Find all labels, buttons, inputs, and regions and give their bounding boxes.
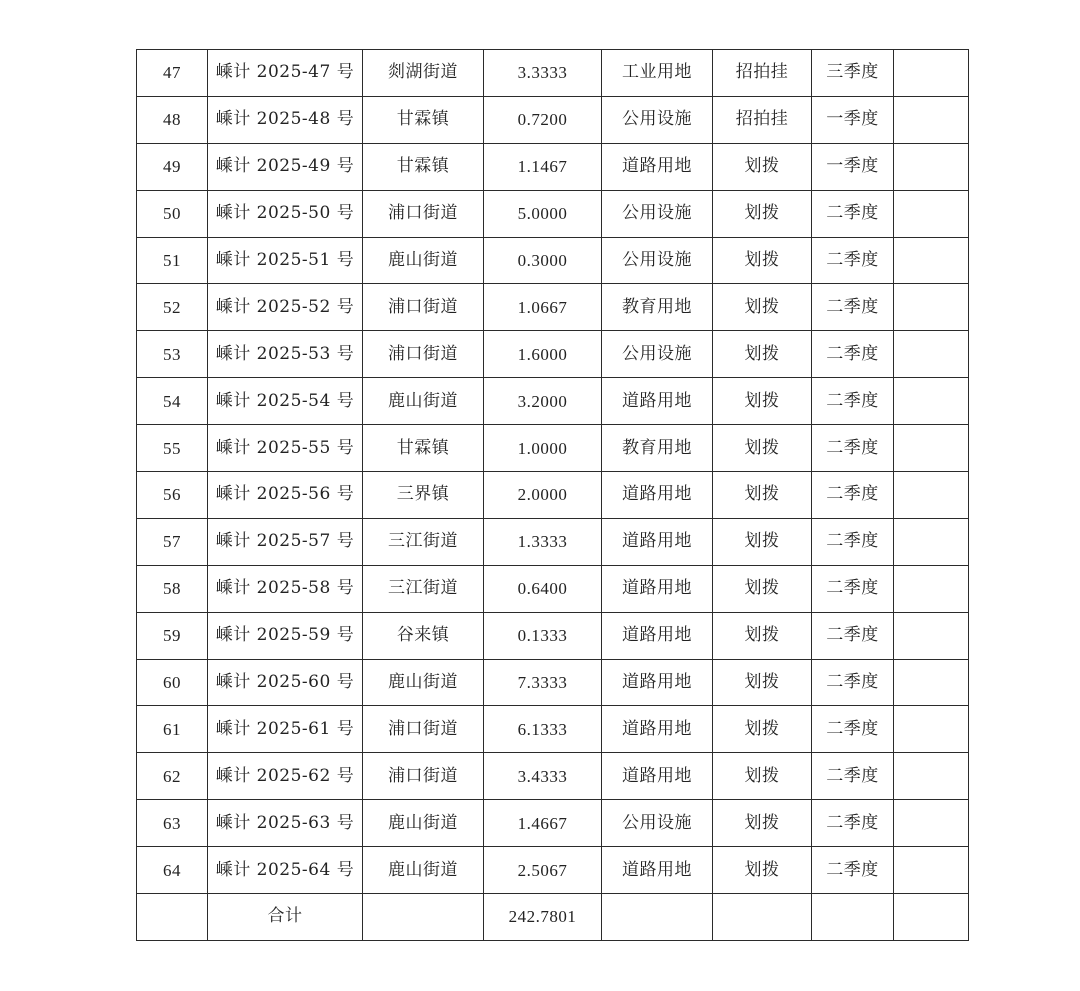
land-use-cell: 教育用地 <box>602 425 713 472</box>
note-cell <box>894 331 969 378</box>
land-use-cell: 道路用地 <box>602 753 713 800</box>
location-cell: 鹿山街道 <box>363 378 484 425</box>
note-cell <box>894 190 969 237</box>
plan-code-cell: 嵊计 2025-60 号 <box>208 659 363 706</box>
total-row <box>137 894 969 941</box>
land-use-cell: 道路用地 <box>602 659 713 706</box>
quarter-cell: 二季度 <box>812 518 894 565</box>
plan-code-cell: 嵊计 2025-61 号 <box>208 706 363 753</box>
area-value-cell: 3.4333 <box>484 753 602 800</box>
area-value-cell: 0.3000 <box>484 237 602 284</box>
plan-code-cell: 嵊计 2025-57 号 <box>208 518 363 565</box>
area-value-cell: 3.2000 <box>484 378 602 425</box>
location-cell: 鹿山街道 <box>363 659 484 706</box>
location-cell: 浦口街道 <box>363 284 484 331</box>
location-cell: 浦口街道 <box>363 753 484 800</box>
supply-method-cell: 划拨 <box>713 378 812 425</box>
supply-method-cell: 划拨 <box>713 472 812 519</box>
land-use-cell: 道路用地 <box>602 706 713 753</box>
row-number-cell: 61 <box>137 706 208 753</box>
total-area-value: 242.7801 <box>484 894 602 941</box>
plan-code-cell: 嵊计 2025-50 号 <box>208 190 363 237</box>
location-cell: 浦口街道 <box>363 706 484 753</box>
area-value-cell: 0.6400 <box>484 565 602 612</box>
quarter-cell: 二季度 <box>812 565 894 612</box>
location-cell: 鹿山街道 <box>363 800 484 847</box>
location-cell: 浦口街道 <box>363 331 484 378</box>
land-use-cell: 道路用地 <box>602 847 713 894</box>
plan-code-cell: 嵊计 2025-58 号 <box>208 565 363 612</box>
table-row <box>137 612 969 659</box>
row-number-cell: 57 <box>137 518 208 565</box>
land-use-cell: 公用设施 <box>602 237 713 284</box>
row-number-cell: 55 <box>137 425 208 472</box>
note-cell <box>894 847 969 894</box>
row-number-cell: 62 <box>137 753 208 800</box>
table-row <box>137 659 969 706</box>
area-value-cell: 1.6000 <box>484 331 602 378</box>
area-value-cell: 0.1333 <box>484 612 602 659</box>
note-cell <box>894 96 969 143</box>
location-cell: 三界镇 <box>363 472 484 519</box>
row-number-cell: 59 <box>137 612 208 659</box>
supply-method-cell: 划拨 <box>713 753 812 800</box>
row-number-cell: 54 <box>137 378 208 425</box>
supply-method-cell: 划拨 <box>713 706 812 753</box>
supply-method-cell: 划拨 <box>713 565 812 612</box>
note-cell <box>894 143 969 190</box>
area-value-cell: 0.7200 <box>484 96 602 143</box>
table-row <box>137 706 969 753</box>
row-number-cell: 58 <box>137 565 208 612</box>
land-use-cell: 公用设施 <box>602 96 713 143</box>
area-value-cell: 5.0000 <box>484 190 602 237</box>
quarter-cell: 二季度 <box>812 753 894 800</box>
table-row <box>137 847 969 894</box>
plan-code-cell: 嵊计 2025-53 号 <box>208 331 363 378</box>
location-cell: 甘霖镇 <box>363 425 484 472</box>
table-row <box>137 753 969 800</box>
note-cell <box>894 237 969 284</box>
note-cell <box>894 800 969 847</box>
row-number-cell: 56 <box>137 472 208 519</box>
total-empty-cell <box>713 894 812 941</box>
plan-code-cell: 嵊计 2025-52 号 <box>208 284 363 331</box>
note-cell <box>894 612 969 659</box>
land-use-cell: 道路用地 <box>602 378 713 425</box>
plan-code-cell: 嵊计 2025-54 号 <box>208 378 363 425</box>
plan-code-cell: 嵊计 2025-49 号 <box>208 143 363 190</box>
quarter-cell: 一季度 <box>812 143 894 190</box>
plan-code-cell: 嵊计 2025-59 号 <box>208 612 363 659</box>
plan-code-cell: 嵊计 2025-64 号 <box>208 847 363 894</box>
supply-method-cell: 划拨 <box>713 143 812 190</box>
supply-method-cell: 划拨 <box>713 847 812 894</box>
supply-method-cell: 划拨 <box>713 190 812 237</box>
land-use-cell: 道路用地 <box>602 472 713 519</box>
table-row <box>137 143 969 190</box>
plan-code-cell: 嵊计 2025-51 号 <box>208 237 363 284</box>
quarter-cell: 二季度 <box>812 659 894 706</box>
land-supply-table <box>136 49 969 941</box>
total-empty-cell <box>812 894 894 941</box>
row-number-cell: 49 <box>137 143 208 190</box>
note-cell <box>894 472 969 519</box>
row-number-cell: 53 <box>137 331 208 378</box>
location-cell: 剡湖街道 <box>363 50 484 97</box>
quarter-cell: 二季度 <box>812 800 894 847</box>
quarter-cell: 二季度 <box>812 425 894 472</box>
plan-code-cell: 嵊计 2025-47 号 <box>208 50 363 97</box>
total-empty-cell <box>894 894 969 941</box>
land-use-cell: 公用设施 <box>602 190 713 237</box>
supply-method-cell: 划拨 <box>713 612 812 659</box>
plan-code-cell: 嵊计 2025-48 号 <box>208 96 363 143</box>
table-row <box>137 284 969 331</box>
location-cell: 三江街道 <box>363 565 484 612</box>
row-number-cell: 51 <box>137 237 208 284</box>
land-use-cell: 公用设施 <box>602 800 713 847</box>
land-use-cell: 道路用地 <box>602 612 713 659</box>
area-value-cell: 6.1333 <box>484 706 602 753</box>
row-number-cell: 64 <box>137 847 208 894</box>
supply-method-cell: 划拨 <box>713 331 812 378</box>
row-number-cell: 60 <box>137 659 208 706</box>
table-row <box>137 565 969 612</box>
quarter-cell: 二季度 <box>812 284 894 331</box>
supply-method-cell: 划拨 <box>713 518 812 565</box>
quarter-cell: 二季度 <box>812 847 894 894</box>
quarter-cell: 二季度 <box>812 237 894 284</box>
location-cell: 甘霖镇 <box>363 96 484 143</box>
row-number-cell: 48 <box>137 96 208 143</box>
supply-method-cell: 划拨 <box>713 800 812 847</box>
location-cell: 浦口街道 <box>363 190 484 237</box>
table-row <box>137 472 969 519</box>
table-body <box>137 50 969 941</box>
note-cell <box>894 706 969 753</box>
quarter-cell: 二季度 <box>812 331 894 378</box>
note-cell <box>894 518 969 565</box>
area-value-cell: 1.3333 <box>484 518 602 565</box>
area-value-cell: 7.3333 <box>484 659 602 706</box>
row-number-cell: 63 <box>137 800 208 847</box>
quarter-cell: 二季度 <box>812 472 894 519</box>
row-number-cell: 47 <box>137 50 208 97</box>
table-row <box>137 331 969 378</box>
table-row <box>137 800 969 847</box>
table-row <box>137 518 969 565</box>
area-value-cell: 1.0667 <box>484 284 602 331</box>
note-cell <box>894 284 969 331</box>
area-value-cell: 3.3333 <box>484 50 602 97</box>
supply-method-cell: 划拨 <box>713 659 812 706</box>
total-label: 合计 <box>208 894 363 941</box>
area-value-cell: 1.1467 <box>484 143 602 190</box>
note-cell <box>894 565 969 612</box>
location-cell: 鹿山街道 <box>363 237 484 284</box>
table-row <box>137 50 969 97</box>
land-use-cell: 教育用地 <box>602 284 713 331</box>
land-use-cell: 道路用地 <box>602 518 713 565</box>
table-row <box>137 237 969 284</box>
table-row <box>137 190 969 237</box>
table-row <box>137 96 969 143</box>
area-value-cell: 1.0000 <box>484 425 602 472</box>
area-value-cell: 2.5067 <box>484 847 602 894</box>
location-cell: 谷来镇 <box>363 612 484 659</box>
plan-code-cell: 嵊计 2025-56 号 <box>208 472 363 519</box>
land-use-cell: 道路用地 <box>602 143 713 190</box>
land-use-cell: 工业用地 <box>602 50 713 97</box>
location-cell: 鹿山街道 <box>363 847 484 894</box>
location-cell: 三江街道 <box>363 518 484 565</box>
quarter-cell: 三季度 <box>812 50 894 97</box>
note-cell <box>894 753 969 800</box>
quarter-cell: 二季度 <box>812 706 894 753</box>
total-empty-cell <box>602 894 713 941</box>
quarter-cell: 二季度 <box>812 612 894 659</box>
row-number-cell: 52 <box>137 284 208 331</box>
area-value-cell: 2.0000 <box>484 472 602 519</box>
table-row <box>137 425 969 472</box>
plan-code-cell: 嵊计 2025-55 号 <box>208 425 363 472</box>
supply-method-cell: 招拍挂 <box>713 50 812 97</box>
quarter-cell: 二季度 <box>812 190 894 237</box>
quarter-cell: 二季度 <box>812 378 894 425</box>
total-empty-cell <box>363 894 484 941</box>
note-cell <box>894 50 969 97</box>
land-use-cell: 道路用地 <box>602 565 713 612</box>
total-spacer-cell <box>137 894 208 941</box>
table-row <box>137 378 969 425</box>
supply-method-cell: 招拍挂 <box>713 96 812 143</box>
area-value-cell: 1.4667 <box>484 800 602 847</box>
location-cell: 甘霖镇 <box>363 143 484 190</box>
supply-method-cell: 划拨 <box>713 237 812 284</box>
row-number-cell: 50 <box>137 190 208 237</box>
land-use-cell: 公用设施 <box>602 331 713 378</box>
supply-method-cell: 划拨 <box>713 425 812 472</box>
note-cell <box>894 378 969 425</box>
note-cell <box>894 659 969 706</box>
quarter-cell: 一季度 <box>812 96 894 143</box>
plan-code-cell: 嵊计 2025-63 号 <box>208 800 363 847</box>
plan-code-cell: 嵊计 2025-62 号 <box>208 753 363 800</box>
supply-method-cell: 划拨 <box>713 284 812 331</box>
note-cell <box>894 425 969 472</box>
